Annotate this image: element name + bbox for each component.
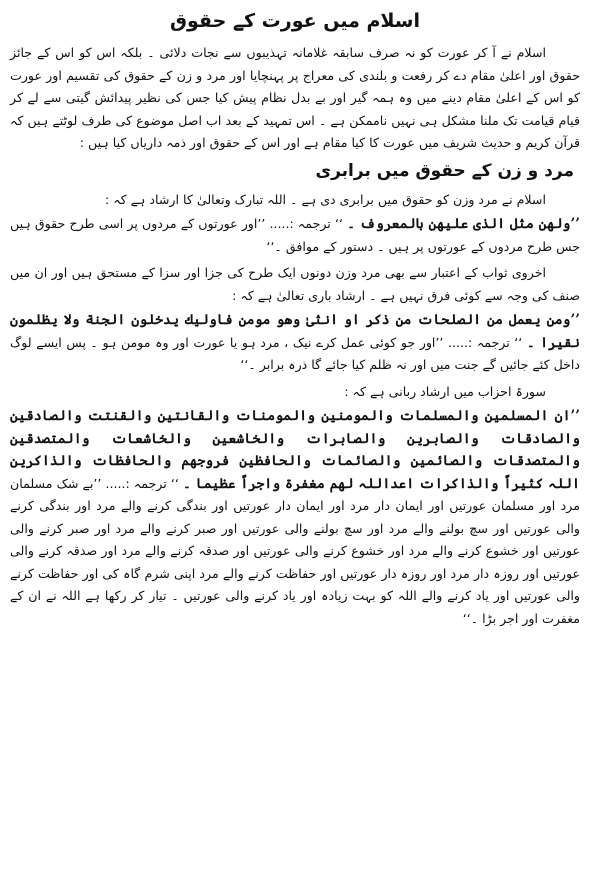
verse-quote-3	[10, 405, 580, 630]
equality-paragraph: اسلام نے مرد وزن کو حقوق میں برابری دی ہے ۔ اللہ تبارک وتعالیٰ کا ارشاد ہے کہ :	[105, 191, 546, 207]
verse-arabic-2: ’’ومن یعمل من الصلحات من ذکر او انثیٰ وھو مومن فاولیك یدخلون الجنة ولا یظلمون نقیرا ۔	[10, 312, 580, 351]
intro-paragraph: اسلام نے آ کر عورت کو نہ صرف سابقہ غلامانہ تہذیبوں سے نجات دلائی ۔ بلکہ اس کو اس کے جائز حقوق اور اعلیٰ مقام دے کر رفعت و بلندی کی معراج پر پہنچایا اور مرد و زن کے حقوق کی تقسیم اور عورت کو اس کے اعلیٰ مقام دینے میں وہ ہمہ گیر اور بے بدل نظام پیش کیا جس کی نظیر پیدائش گیتی سے لے کر قیام قیامت تک ملنا مشکل ہی نہیں ناممکن ہے ۔ اس تمہید کے بعد اب اصل موضوع کی طرف لوٹتے ہیں کہ قرآن کریم و حدیث شریف میں عورت کا کیا مقام ہے اور اس کے حقوق اور ذمہ داریاں کیا ہیں :	[10, 45, 580, 150]
verse-quote-1	[10, 213, 580, 258]
verse-translation-3: ‘‘ ترجمہ :..... ’’بے شک مسلمان مرد اور مسلمان عورتیں اور ایمان دار مرد اور ایمان دار عورتیں اور بندگی کرنے والے مرد اور بندگی کرنے والی عورتیں اور سچ بولنے والے مرد اور سچ بولنے والی عورتیں اور صبر کرنے والے مرد اور صبر کرنے والی عورتیں اور خشوع کرنے والے مرد اور خشوع کرنے والی عورتیں اور صدقہ کرنے والے مرد اور صدقہ کرنے والی عورتیں اور روزہ دار مرد اور روزہ دار عورتیں اور حفاظت کرنے والے مرد اپنی شرم گاہ کی اور حفاظت کرنے والی عورتیں اور یاد کرنے والے اللہ کو بہت زیادہ اور یاد کرنے والی عورتیں ۔ تیار کر رکھا ہے اللہ نے ان کے مغفرت اور اجر بڑا ۔‘‘	[10, 475, 580, 626]
verse-arabic-3: ’’ان المسلمین والمسلمات والمومنین والمومنات والقانتین والقنتت والصادقین والصادقات والصابرین والصابرات والخاشعین والخاشعات والمتصدقین والمتصدقات والصائمین والصائمات والحافظین فروجھم والحافظات والذاکرین اللہ کثیراً والذاکرات اعداللہ لھم مغفرۃ واجراً عظیما ۔	[10, 408, 580, 492]
page-title: اسلام میں عورت کے حقوق	[170, 10, 420, 32]
reward-paragraph: اخروی ثواب کے اعتبار سے بھی مرد وزن دونوں ایک طرح کی جزا اور سزا کے مستحق ہیں اور ان میں صنف کی وجہ سے کوئی فرق نہیں ہے ۔ ارشاد باری تعالیٰ ہے کہ :	[10, 265, 580, 303]
section-heading: مرد و زن کے حقوق میں برابری	[315, 160, 574, 181]
verse-translation-1: ‘‘ ترجمہ :..... ’’اور عورتوں کے مردوں پر اسی طرح حقوق ہیں جس طرح مردوں کے عورتوں پر ہیں ۔ دستور کے موافق ۔‘‘	[10, 216, 580, 254]
verse-quote-2	[10, 309, 580, 377]
verse-arabic-1: ’’ولھن مثل الذی علیھن بالمعروف ۔	[347, 216, 580, 232]
verse-translation-2: ‘‘ ترجمہ :..... ’’اور جو کوئی عمل کرے نیک ، مرد ہو یا عورت اور وہ مومن ہو ۔ پس ایسے لوگ داخل کئے جائیں گے جنت میں اور نہ ظلم کیا جائے گا ذرہ برابر ۔‘‘	[10, 334, 580, 372]
ahzab-paragraph: سورۃ احزاب میں ارشاد ربانی ہے کہ :	[344, 383, 546, 399]
